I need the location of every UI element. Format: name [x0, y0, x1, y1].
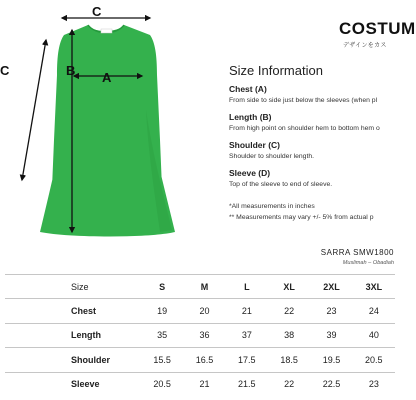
sleeve-letter: C	[0, 63, 10, 78]
size-table	[5, 274, 395, 396]
cell: 35	[141, 323, 183, 347]
cell: 19.5	[310, 348, 352, 372]
size-col: 2XL	[310, 275, 352, 299]
cell: 40	[353, 323, 395, 347]
sleeve-arrow	[22, 40, 46, 180]
sleeve-label: Sleeve (D)	[229, 168, 271, 178]
cell: 20	[183, 299, 225, 323]
size-col: XL	[268, 275, 310, 299]
cell: 22.5	[310, 372, 352, 396]
row-name: Shoulder	[5, 348, 141, 372]
table-row	[5, 323, 395, 347]
size-col: S	[141, 275, 183, 299]
size-info-title: Size Information	[229, 63, 323, 78]
row-name: Length	[5, 323, 141, 347]
table-row	[5, 372, 395, 396]
note-variance: ** Measurements may vary +/- 5% from actual p	[229, 214, 374, 221]
dress-body	[40, 25, 175, 237]
cell: 17.5	[226, 348, 268, 372]
cell: 20.5	[353, 348, 395, 372]
chest-desc: From side to side just below the sleeves (when pl	[229, 97, 378, 104]
cell: 24	[353, 299, 395, 323]
size-corner: Size	[5, 275, 141, 299]
size-col: L	[226, 275, 268, 299]
length-label: Length (B)	[229, 112, 272, 122]
cell: 21	[226, 299, 268, 323]
cell: 23	[353, 372, 395, 396]
label-tag	[101, 29, 112, 33]
brand-subtitle: デザインをカス	[343, 43, 387, 49]
cell: 15.5	[141, 348, 183, 372]
cell: 18.5	[268, 348, 310, 372]
size-header-row	[5, 275, 395, 299]
size-col: 3XL	[353, 275, 395, 299]
product-code: SARRA SMW1800	[320, 248, 394, 257]
cell: 37	[226, 323, 268, 347]
shoulder-label: Shoulder (C)	[229, 140, 280, 150]
dress-illustration	[0, 0, 215, 250]
note-units: *All measurements in inches	[229, 203, 315, 210]
cell: 22	[268, 372, 310, 396]
size-col: M	[183, 275, 225, 299]
sleeve-desc: Top of the sleeve to end of sleeve.	[229, 181, 333, 188]
shoulder-letter: C	[92, 4, 102, 19]
shoulder-desc: Shoulder to shoulder length.	[229, 153, 315, 160]
cell: 19	[141, 299, 183, 323]
cell: 20.5	[141, 372, 183, 396]
table-row	[5, 299, 395, 323]
length-desc: From high point on shoulder hem to bottom hem o	[229, 125, 380, 132]
chest-letter: A	[102, 70, 112, 85]
row-name: Sleeve	[5, 372, 141, 396]
cell: 21.5	[226, 372, 268, 396]
cell: 21	[183, 372, 225, 396]
cell: 16.5	[183, 348, 225, 372]
product-subline: Muslimah – Obadiah	[342, 260, 394, 266]
cell: 36	[183, 323, 225, 347]
cell: 22	[268, 299, 310, 323]
cell: 23	[310, 299, 352, 323]
table-row	[5, 348, 395, 372]
length-letter: B	[66, 63, 76, 78]
row-name: Chest	[5, 299, 141, 323]
chest-label: Chest (A)	[229, 84, 267, 94]
cell: 39	[310, 323, 352, 347]
brand-name: COSTUM	[339, 19, 416, 38]
cell: 38	[268, 323, 310, 347]
